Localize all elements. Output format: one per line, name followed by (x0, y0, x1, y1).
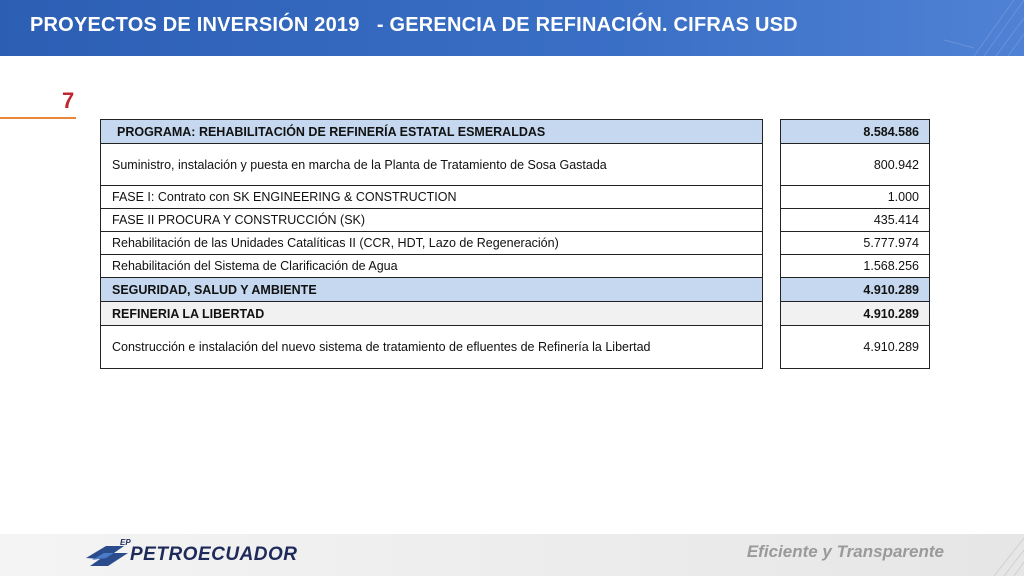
row-label: FASE II PROCURA Y CONSTRUCCIÓN (SK) (100, 208, 763, 232)
row-value: 5.777.974 (780, 231, 930, 255)
row-label: PROGRAMA: REHABILITACIÓN DE REFINERÍA ESTATAL ESMERALDAS (100, 119, 763, 144)
footer-tagline: Eficiente y Transparente (746, 542, 944, 561)
row-value: 4.910.289 (780, 301, 930, 326)
row-value: 4.910.289 (780, 277, 930, 302)
row-value: 8.584.586 (780, 119, 930, 144)
row-value: 1.000 (780, 185, 930, 209)
row-value: 800.942 (780, 143, 930, 186)
page-title: PROYECTOS DE INVERSIÓN 2019 - GERENCIA DE REFINACIÓN. CIFRAS USD (30, 14, 798, 36)
slide-number: 7 (62, 88, 75, 113)
row-label: FASE I: Contrato con SK ENGINEERING & CONSTRUCTION (100, 185, 763, 209)
row-value: 1.568.256 (780, 254, 930, 278)
row-label: Rehabilitación de las Unidades Catalíticas II (CCR, HDT, Lazo de Regeneración) (100, 231, 763, 255)
footer-decoration (984, 534, 1024, 576)
header-decoration (824, 0, 1024, 56)
row-value: 4.910.289 (780, 325, 930, 369)
row-label: SEGURIDAD, SALUD Y AMBIENTE (100, 277, 763, 302)
row-label: Suministro, instalación y puesta en marcha de la Planta de Tratamiento de Sosa Gastada (100, 143, 763, 186)
logo-text: PETROECUADOR (130, 544, 298, 565)
row-label: Rehabilitación del Sistema de Clarificación de Agua (100, 254, 763, 278)
row-label: Construcción e instalación del nuevo sistema de tratamiento de efluentes de Refinería la Libertad (100, 325, 763, 369)
row-label: REFINERIA LA LIBERTAD (100, 301, 763, 326)
row-value: 435.414 (780, 208, 930, 232)
logo-prefix: EP (120, 538, 131, 547)
slide-number-underline (0, 117, 76, 119)
header-bar (0, 0, 1024, 56)
